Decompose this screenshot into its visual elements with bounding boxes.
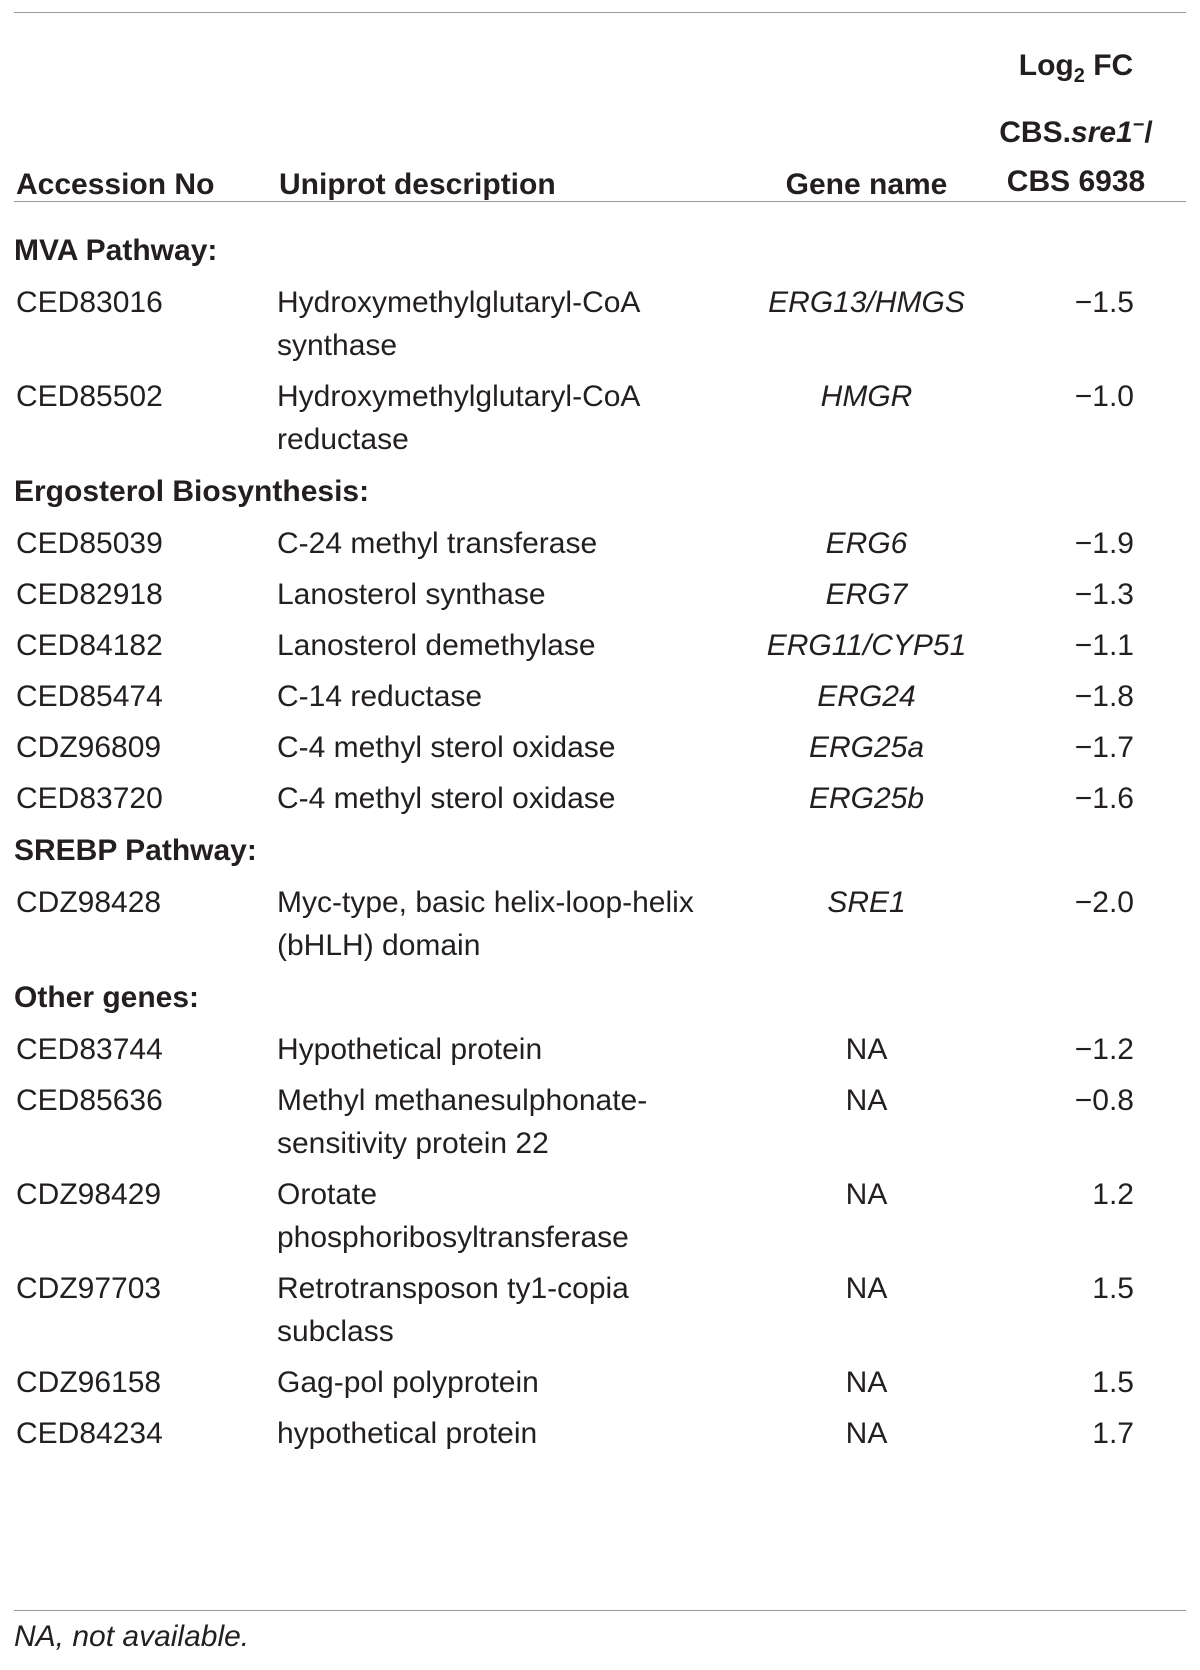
description-cell: Orotate phosphoribosyltransferase xyxy=(277,1178,629,1254)
gene-name-cell: ERG13/HMGS xyxy=(768,286,965,319)
accession-cell: CED82918 xyxy=(16,578,163,611)
section-title: Other genes: xyxy=(14,981,200,1014)
accession-cell: CDZ97703 xyxy=(16,1272,162,1305)
header-accession: Accession No xyxy=(16,168,215,201)
section-title: SREBP Pathway: xyxy=(14,834,257,867)
description-cell: hypothetical protein xyxy=(277,1417,538,1450)
fold-change-cell: −1.5 xyxy=(1074,286,1134,319)
gene-name-cell: ERG11/CYP51 xyxy=(766,629,967,662)
fold-change-cell: −1.9 xyxy=(1074,527,1134,560)
accession-cell: CDZ98428 xyxy=(16,886,162,919)
description-cell: Retrotransposon ty1-copia subclass xyxy=(277,1272,629,1348)
fold-change-cell: 1.5 xyxy=(1092,1272,1134,1305)
fold-change-cell: −1.0 xyxy=(1074,380,1134,413)
header-fc-sub: 2 xyxy=(1073,65,1085,87)
description-cell: Gag-pol polyprotein xyxy=(277,1366,539,1399)
accession-cell: CDZ96158 xyxy=(16,1366,162,1399)
gene-name-cell: ERG7 xyxy=(825,578,908,611)
fold-change-cell: −1.7 xyxy=(1074,731,1134,764)
description-cell: Hydroxymethylglutaryl-CoA synthase xyxy=(277,286,639,362)
gene-name-cell: NA xyxy=(845,1417,888,1450)
accession-cell: CED85474 xyxy=(16,680,163,713)
gene-name-cell: ERG6 xyxy=(825,527,908,560)
accession-cell: CED85502 xyxy=(16,380,163,413)
accession-cell: CED84182 xyxy=(16,629,163,662)
table-row xyxy=(14,371,1186,465)
accession-cell: CED84234 xyxy=(16,1417,163,1450)
table-row xyxy=(14,877,1186,971)
header-gene-name: Gene name xyxy=(785,168,948,201)
description-cell: C-4 methyl sterol oxidase xyxy=(277,782,616,815)
accession-cell: CDZ98429 xyxy=(16,1178,162,1211)
header-fc-slash: / xyxy=(1144,116,1153,149)
description-cell: Hydroxymethylglutaryl-CoA reductase xyxy=(277,380,639,456)
section-row xyxy=(14,465,1186,518)
header-log2fc xyxy=(996,13,1186,224)
accession-cell: CDZ96809 xyxy=(16,731,162,764)
gene-name-cell: NA xyxy=(845,1272,888,1305)
table-row xyxy=(14,277,1186,371)
description-cell: Myc-type, basic helix-loop-helix (bHLH) domain xyxy=(277,886,694,962)
description-cell: Lanosterol demethylase xyxy=(277,629,596,662)
header-description: Uniprot description xyxy=(279,168,556,201)
gene-name-cell: SRE1 xyxy=(827,886,906,919)
gene-expression-table xyxy=(14,13,1186,1459)
header-fc-label: FC xyxy=(1084,49,1134,82)
section-row xyxy=(14,971,1186,1024)
section-row xyxy=(14,824,1186,877)
fold-change-cell: −1.2 xyxy=(1074,1033,1134,1066)
table-row xyxy=(14,1357,1186,1408)
header-fc-log: Log xyxy=(1018,49,1074,82)
fold-change-cell: −1.3 xyxy=(1074,578,1134,611)
description-cell: C-4 methyl sterol oxidase xyxy=(277,731,616,764)
description-cell: Lanosterol synthase xyxy=(277,578,546,611)
table-row xyxy=(14,1075,1186,1169)
fold-change-cell: 1.5 xyxy=(1092,1366,1134,1399)
table-row xyxy=(14,1169,1186,1263)
gene-name-cell: HMGR xyxy=(820,380,913,413)
header-fc-strain-prefix: CBS. xyxy=(999,116,1071,149)
gene-name-cell: NA xyxy=(845,1178,888,1211)
table-row xyxy=(14,671,1186,722)
header-fc-strain-sup: − xyxy=(1132,114,1145,136)
accession-cell: CED85039 xyxy=(16,527,163,560)
accession-cell: CED83720 xyxy=(16,782,163,815)
table-row xyxy=(14,722,1186,773)
footnote: NA, not available. xyxy=(14,1620,250,1653)
table-header xyxy=(14,13,1186,224)
gene-name-cell: NA xyxy=(845,1366,888,1399)
section-row xyxy=(14,224,1186,277)
accession-cell: CED83744 xyxy=(16,1033,163,1066)
table-body xyxy=(14,224,1186,1459)
description-cell: C-14 reductase xyxy=(277,680,483,713)
table-row xyxy=(14,773,1186,824)
fold-change-cell: 1.7 xyxy=(1092,1417,1134,1450)
gene-name-cell: ERG24 xyxy=(817,680,916,713)
section-title: Ergosterol Biosynthesis: xyxy=(14,475,370,508)
header-fc-reference: CBS 6938 xyxy=(1006,165,1146,198)
fold-change-cell: 1.2 xyxy=(1092,1178,1134,1211)
table-row xyxy=(14,518,1186,569)
fold-change-cell: −1.1 xyxy=(1074,629,1134,662)
gene-name-cell: ERG25b xyxy=(808,782,925,815)
gene-name-cell: ERG25a xyxy=(808,731,925,764)
table-row xyxy=(14,1024,1186,1075)
gene-name-cell: NA xyxy=(845,1033,888,1066)
accession-cell: CED85636 xyxy=(16,1084,163,1117)
description-cell: C-24 methyl transferase xyxy=(277,527,598,560)
fold-change-cell: −1.8 xyxy=(1074,680,1134,713)
table-row xyxy=(14,569,1186,620)
accession-cell: CED83016 xyxy=(16,286,163,319)
table-row xyxy=(14,620,1186,671)
fold-change-cell: −0.8 xyxy=(1074,1084,1134,1117)
fold-change-cell: −1.6 xyxy=(1074,782,1134,815)
header-fc-strain-gene: sre1 xyxy=(1070,116,1133,149)
description-cell: Hypothetical protein xyxy=(277,1033,543,1066)
table-row xyxy=(14,1408,1186,1459)
gene-name-cell: NA xyxy=(845,1084,888,1117)
bottom-rule xyxy=(14,1610,1186,1611)
section-title: MVA Pathway: xyxy=(14,234,218,267)
fold-change-cell: −2.0 xyxy=(1074,886,1134,919)
description-cell: Methyl methanesulphonate-sensitivity protein 22 xyxy=(277,1084,648,1160)
table-row xyxy=(14,1263,1186,1357)
